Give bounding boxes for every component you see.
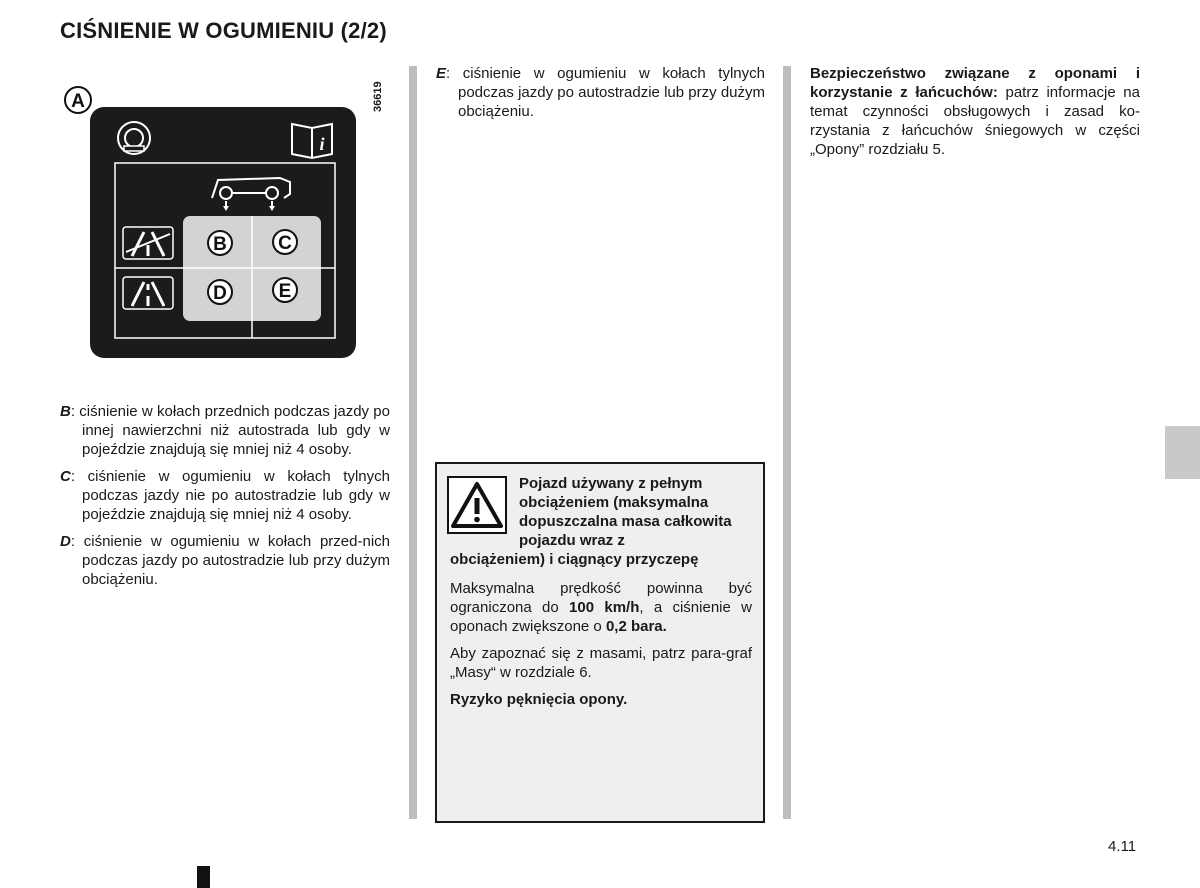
warning-paragraph-risk: Ryzyko pęknięcia opony. — [450, 691, 628, 708]
chains-paragraph: Bezpieczeństwo związane z oponami i korzystanie z łańcuchów: patrz informacje na temat czynności obsługowych i zasad ko-rzystania z łańcuchów śniegowych w części „Opony” rozdziału 5. — [810, 65, 1140, 158]
right-column — [810, 64, 1140, 167]
cell-d — [208, 280, 232, 304]
figure-label: A — [71, 91, 85, 112]
warning-paragraph-speed: Maksymalna prędkość powinna być ograniczona do 100 km/h, a ciśnienie w oponach zwiększone o 0,2 bara. — [450, 580, 752, 635]
middle-column — [436, 64, 765, 129]
column-separator — [783, 66, 791, 819]
tyre-label-diagram — [60, 70, 380, 370]
warning-body — [450, 579, 752, 717]
motorway-icon — [123, 227, 173, 259]
cell-c — [273, 230, 297, 254]
warning-title-tail: obciążeniem) i ciągnący przyczepę — [450, 551, 699, 568]
cell-b — [208, 231, 232, 255]
svg-text:D: D — [213, 283, 227, 304]
column-separator — [409, 66, 417, 819]
road-icon — [123, 277, 173, 309]
page-title: CIŚNIENIE W OGUMIENIU (2/2) — [60, 18, 387, 43]
definition-d: D: ciśnienie w ogumieniu w kołach przed-nich podczas jazdy po autostradzie lub przy dużym obciążeniu. — [60, 533, 390, 588]
left-column — [60, 402, 390, 597]
svg-text:E: E — [278, 281, 292, 302]
warning-box — [435, 462, 765, 823]
chapter-tab — [1165, 426, 1200, 479]
svg-text:C: C — [278, 233, 292, 254]
warning-title: Pojazd używany z pełnym obciążeniem (maksymalna dopuszczalna masa całkowita pojazdu wraz z — [519, 475, 732, 549]
svg-text:B: B — [213, 234, 227, 255]
definition-e: E: ciśnienie w ogumieniu w kołach tylnych podczas jazdy po autostradzie lub przy dużym obciążeniu. — [436, 65, 765, 120]
cell-e — [273, 278, 297, 302]
definition-b: B: ciśnienie w kołach przednich podczas jazdy po innej nawierzchni niż autostrada lub gdy w pojeździe znajdują się mniej niż 4 osoby. — [60, 403, 390, 458]
image-code: 36619 — [372, 81, 384, 112]
warning-paragraph-masses: Aby zapoznać się z masami, patrz para-graf „Masy“ w rozdziale 6. — [450, 645, 752, 681]
definition-c: C: ciśnienie w ogumieniu w kołach tylnych podczas jazdy nie po autostradzie lub gdy w pojeździe znajdują się mniej niż 4 osoby. — [60, 468, 390, 523]
tyre-label-figure — [60, 70, 380, 370]
crop-mark — [197, 866, 210, 888]
page-number: 4.11 — [1108, 838, 1137, 855]
warning-triangle-icon — [447, 476, 507, 534]
svg-text:i: i — [319, 134, 325, 154]
